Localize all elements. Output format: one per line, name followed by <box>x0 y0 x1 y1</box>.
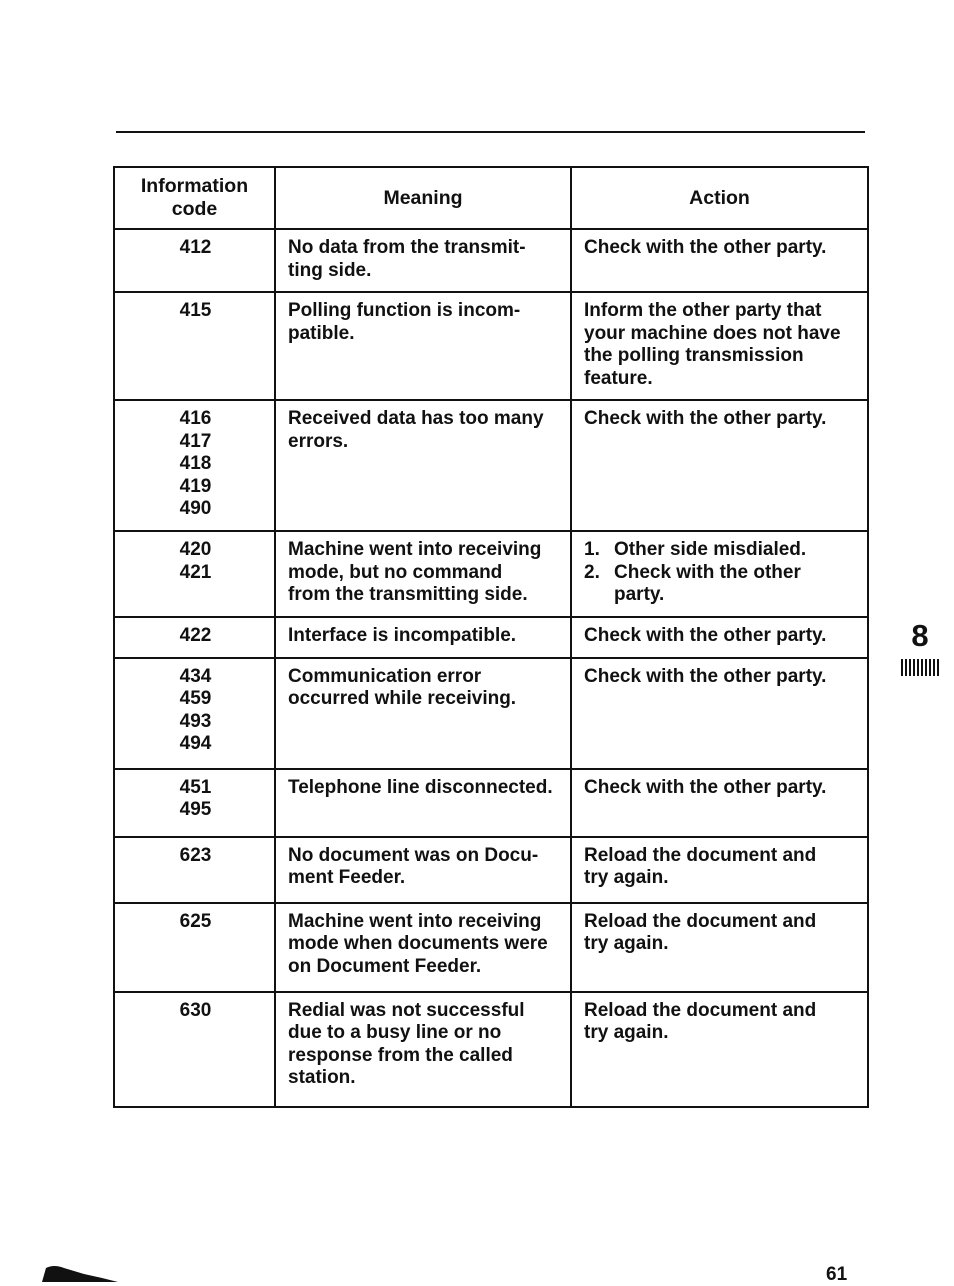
meaning-text: response from the called <box>288 1044 513 1066</box>
meaning-text: Communication error <box>288 665 482 687</box>
meaning-text: ment Feeder. <box>288 867 406 888</box>
table-row <box>114 658 868 769</box>
header-code-line: Information <box>140 175 249 197</box>
meaning-text: ting side. <box>288 259 372 281</box>
meaning-text: patible. <box>288 322 355 344</box>
action-text: Check with the other party. <box>584 237 827 258</box>
code-cell <box>114 617 275 658</box>
section-number: 8 <box>911 618 929 653</box>
action-cell <box>571 229 868 292</box>
meaning-text: Interface is incompatible. <box>288 625 517 646</box>
information-code: 420 <box>179 539 212 560</box>
action-text: try again. <box>584 933 669 954</box>
action-text: try again. <box>584 1022 669 1043</box>
action-text: Check with the other party. <box>584 625 827 646</box>
meaning-cell <box>275 229 571 292</box>
information-code: 494 <box>179 733 212 754</box>
information-code: 495 <box>179 799 212 820</box>
table-row <box>114 992 868 1107</box>
meaning-text: Polling function is incom- <box>288 300 521 321</box>
meaning-text: from the transmitting side. <box>288 584 528 605</box>
information-code: 459 <box>179 688 212 709</box>
meaning-text: on Document Feeder. <box>288 955 482 977</box>
action-text: Check with the other party. <box>584 776 827 798</box>
table-row <box>114 531 868 617</box>
table-row <box>114 617 868 658</box>
action-text: your machine does not have <box>584 322 841 344</box>
action-text: Check with the other party. <box>584 408 827 429</box>
meaning-cell <box>275 400 571 531</box>
information-code: 451 <box>179 776 212 798</box>
action-cell <box>571 658 868 769</box>
action-text: Check with the other party. <box>584 665 827 687</box>
meaning-text: Telephone line disconnected. <box>288 776 553 798</box>
meaning-cell <box>275 531 571 617</box>
table-row <box>114 292 868 400</box>
meaning-text: errors. <box>288 430 349 452</box>
meaning-cell <box>275 658 571 769</box>
table-header-row <box>114 167 868 229</box>
information-code: 421 <box>179 561 212 583</box>
action-text: party. <box>614 584 665 605</box>
action-list-item <box>584 562 857 607</box>
table-body <box>114 229 868 1107</box>
meaning-text: Redial was not successful <box>288 999 525 1021</box>
meaning-text: station. <box>288 1067 356 1088</box>
header-code-line: code <box>171 198 218 220</box>
meaning-cell <box>275 992 571 1107</box>
action-list-body <box>614 539 806 562</box>
action-cell <box>571 617 868 658</box>
action-cell <box>571 903 868 992</box>
meaning-text: mode when documents were <box>288 933 548 954</box>
code-cell <box>114 531 275 617</box>
action-text: Check with the other <box>614 561 801 583</box>
action-list-body <box>614 562 801 607</box>
table-row <box>114 400 868 531</box>
meaning-text: Machine went into receiving <box>288 910 542 932</box>
information-code: 418 <box>179 453 212 474</box>
meaning-text: mode, but no command <box>288 561 503 583</box>
meaning-cell <box>275 292 571 400</box>
meaning-cell <box>275 617 571 658</box>
information-code: 630 <box>179 999 212 1021</box>
code-cell <box>114 837 275 903</box>
information-code: 623 <box>179 844 212 866</box>
action-text: Other side misdialed. <box>614 539 807 560</box>
information-code: 417 <box>179 430 212 452</box>
action-list-number: 1. <box>584 539 600 560</box>
table-row <box>114 903 868 992</box>
information-code: 625 <box>179 910 212 932</box>
action-text: Inform the other party that <box>584 300 822 321</box>
meaning-text: No data from the transmit- <box>288 237 526 258</box>
code-cell <box>114 992 275 1107</box>
action-cell <box>571 400 868 531</box>
header-action: Action <box>571 167 868 229</box>
information-code: 493 <box>179 710 212 732</box>
action-text: try again. <box>584 867 669 888</box>
table-row <box>114 229 868 292</box>
action-cell <box>571 531 868 617</box>
meaning-text: No document was on Docu- <box>288 844 539 866</box>
code-cell <box>114 769 275 837</box>
action-cell <box>571 769 868 837</box>
meaning-text: due to a busy line or no <box>288 1022 502 1043</box>
top-rule <box>116 131 865 133</box>
action-list-number: 2. <box>584 561 600 583</box>
header-meaning: Meaning <box>275 167 571 229</box>
information-code: 419 <box>179 475 212 497</box>
table-row <box>114 769 868 837</box>
code-cell <box>114 658 275 769</box>
information-code: 490 <box>179 498 212 519</box>
action-text: Reload the document and <box>584 844 817 866</box>
information-code: 415 <box>179 300 212 321</box>
meaning-text: Machine went into receiving <box>288 539 542 560</box>
action-list-item <box>584 539 857 562</box>
action-text: the polling transmission <box>584 345 804 366</box>
code-cell <box>114 229 275 292</box>
action-cell <box>571 292 868 400</box>
meaning-text: Received data has too many <box>288 408 544 429</box>
scan-corner-mark <box>40 1262 118 1282</box>
meaning-cell <box>275 769 571 837</box>
information-code-table <box>113 166 869 1108</box>
meaning-cell <box>275 837 571 903</box>
header-information-code <box>114 167 275 229</box>
section-tab-bars <box>901 659 939 676</box>
action-text: feature. <box>584 367 653 389</box>
information-code: 416 <box>179 408 212 429</box>
action-list <box>584 539 857 607</box>
code-cell <box>114 903 275 992</box>
action-text: Reload the document and <box>584 910 817 932</box>
information-code: 422 <box>179 625 212 646</box>
action-cell <box>571 837 868 903</box>
code-cell <box>114 400 275 531</box>
action-cell <box>571 992 868 1107</box>
action-text: Reload the document and <box>584 999 817 1021</box>
section-tab <box>900 618 940 676</box>
meaning-text: occurred while receiving. <box>288 688 517 709</box>
table-row <box>114 837 868 903</box>
information-code: 412 <box>179 237 212 258</box>
code-cell <box>114 292 275 400</box>
information-code: 434 <box>179 665 212 687</box>
page-number: 61 <box>826 1264 848 1285</box>
meaning-cell <box>275 903 571 992</box>
